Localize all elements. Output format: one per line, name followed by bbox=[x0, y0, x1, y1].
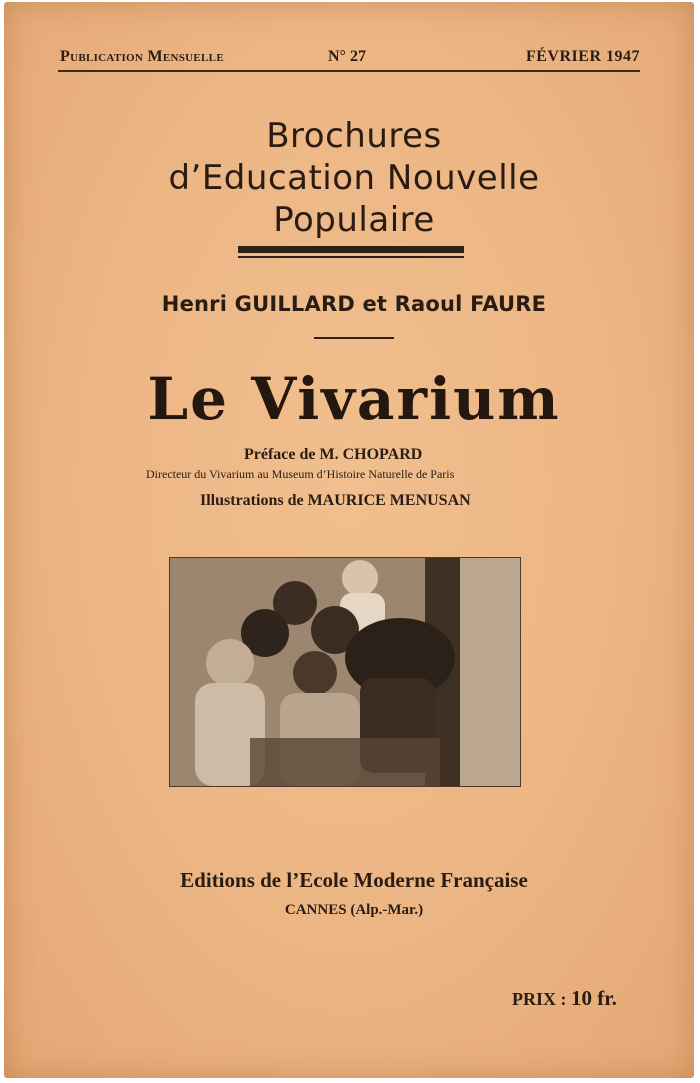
publication-frequency: Publication Mensuelle bbox=[60, 48, 224, 65]
divider bbox=[314, 337, 394, 339]
price-value: 10 fr. bbox=[571, 986, 617, 1010]
decorative-rule-thick bbox=[238, 246, 464, 253]
price-label: PRIX : bbox=[512, 989, 567, 1009]
header-bar bbox=[58, 48, 640, 72]
issue-number: N° 27 bbox=[328, 48, 366, 65]
issue-date: FÉVRIER 1947 bbox=[525, 48, 640, 65]
preface-author-role: Directeur du Vivarium au Museum d’Histoire Naturelle de Paris bbox=[146, 467, 455, 481]
illustrations-credit: Illustrations de MAURICE MENUSAN bbox=[200, 492, 471, 509]
book-title: Le Vivarium bbox=[147, 365, 561, 433]
series-title-line-1: Brochures bbox=[266, 116, 442, 156]
price bbox=[512, 986, 617, 1011]
brochure-cover bbox=[4, 2, 694, 1078]
publisher-name: Editions de l’Ecole Moderne Française bbox=[180, 868, 528, 892]
publisher-city: CANNES (Alp.-Mar.) bbox=[284, 902, 424, 918]
series-title-line-2: d’Education Nouvelle bbox=[168, 158, 540, 198]
authors: Henri GUILLARD et Raoul FAURE bbox=[161, 292, 547, 316]
series-title-line-3: Populaire bbox=[273, 200, 435, 240]
decorative-rule-thin bbox=[238, 256, 464, 258]
preface-credit: Préface de M. CHOPARD bbox=[244, 446, 423, 463]
cover-photograph bbox=[170, 558, 520, 786]
